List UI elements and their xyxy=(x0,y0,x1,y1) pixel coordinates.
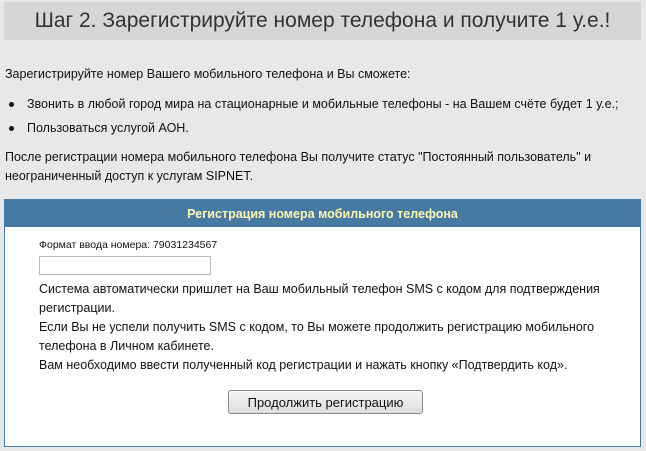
benefit-text: Звонить в любой город мира на стационарные и мобильные телефоны - на Вашем счёте будет 1 у.е.; xyxy=(27,97,619,111)
phone-registration-panel xyxy=(4,199,641,447)
code-notice: Вам необходимо ввести полученный код регистрации и нажать кнопку «Подтвердить код». xyxy=(39,358,568,372)
list-item xyxy=(5,93,645,117)
bullet-icon xyxy=(9,126,14,131)
panel-title: Регистрация номера мобильного телефона xyxy=(5,200,640,227)
phone-format-label: Формат ввода номера: 79031234567 xyxy=(39,239,218,251)
benefit-text: Пользоваться услугой АОН. xyxy=(27,121,189,135)
step-title: Шаг 2. Зарегистрируйте номер телефона и получите 1 у.е.! xyxy=(4,2,641,40)
continue-registration-button[interactable]: Продолжить регистрацию xyxy=(228,390,423,414)
benefits-list xyxy=(5,93,645,141)
sms-notice: Система автоматически пришлет на Ваш мобильный телефон SMS с кодом для подтверждения регистрации. xyxy=(39,282,600,315)
after-registration-text: После регистрации номера мобильного телефона Вы получите статус "Постоянный пользователь" и неограниченный доступ к услугам SIPNET. xyxy=(5,150,592,183)
intro-text: Зарегистрируйте номер Вашего мобильного телефона и Вы сможете: xyxy=(5,67,411,81)
phone-input[interactable] xyxy=(39,256,211,275)
bullet-icon xyxy=(9,102,14,107)
sms-info xyxy=(39,280,629,375)
cabinet-notice: Если Вы не успели получить SMS с кодом, то Вы можете продолжить регистрацию мобильного телефона в Личном кабинете. xyxy=(39,320,595,353)
list-item xyxy=(5,117,645,141)
